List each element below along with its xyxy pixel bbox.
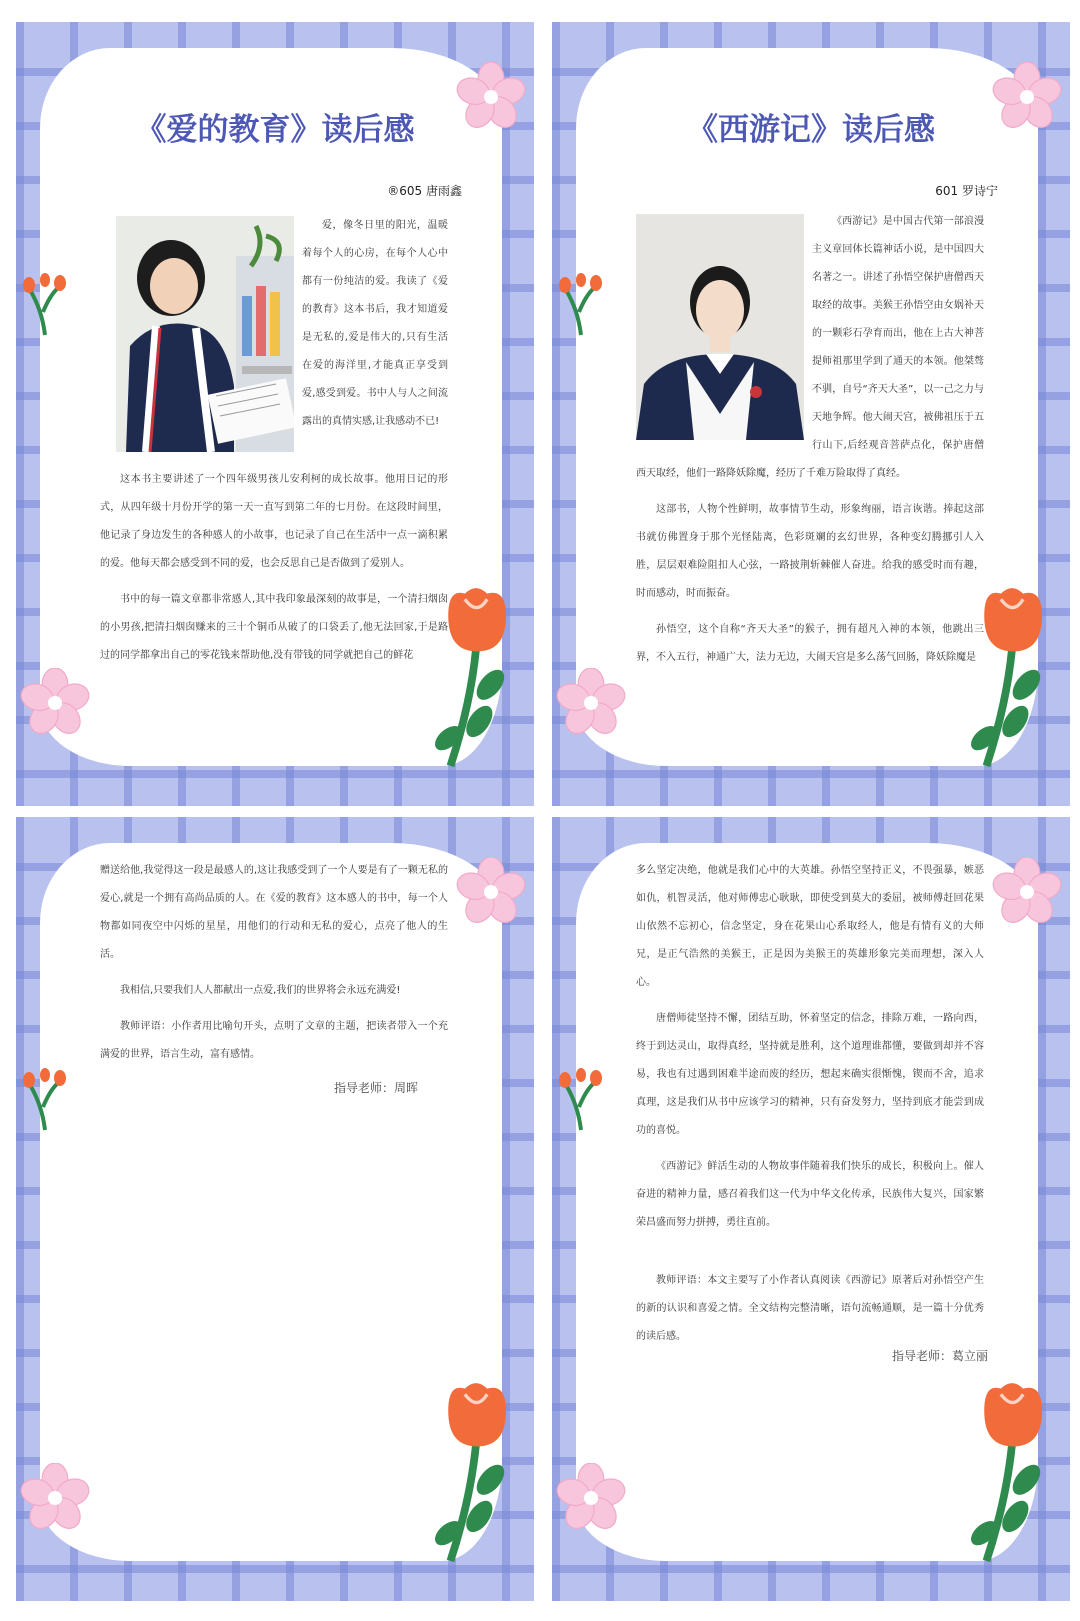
paragraph-text: 《西游记》是中国古代第一部浪漫主义章回体长篇神话小说，是中国四大名著之一。讲述了孙悟空保护唐僧西天取经的故事。美猴王孙悟空由女娲补天的一颗彩石孕育而出，他在上古大神菩提师祖那里学到了通天的本领。他桀骜不驯，自号“齐天大圣”，以一己之力与天地争辉。他大闹天宫，被佛祖压于五行山下,后经观音菩萨点化，保护唐僧西天取经，他们一路降妖除魔，经历了千难万险取得了真经。 <box>636 216 984 479</box>
paragraph-text: 这本书主要讲述了一个四年级男孩儿安利柯的成长故事。他用日记的形式，从四年级十月份开学的第一天一直写到第二年的七月份。在这段时间里，他记录了身边发生的各种感人的小故事，也记录了自己在生活中一点一滴积累的爱。他每天都会感受到不同的爱，也会反思自己是否做到了爱别人。 <box>100 474 448 569</box>
pink-flower-icon <box>20 668 90 738</box>
photo-spacer <box>636 208 812 436</box>
author-byline: ®605 唐雨鑫 <box>387 184 462 198</box>
paragraph-text: 赠送给他,我觉得这一段是最感人的,这让我感受到了一个人要是有了一颗无私的爱心,就是一个拥有高尚品质的人。在《爱的教育》这本感人的书中，每一个人物都如同夜空中闪烁的星星，用他们的行动和无私的爱心，点亮了他人的生活。 <box>100 865 448 960</box>
page-title: 《西游记》读后感 <box>687 112 935 148</box>
paragraph-text: 这部书，人物个性鲜明，故事情节生动，形象绚丽，语言诙谐。捧起这部书就仿佛置身于那个光怪陆离，色彩斑斓的玄幻世界，各种变幻腾挪引人入胜，层层艰难险阻扣人心弦，一路披荆斩棘催人奋进。给我的感受时而有趣，时而感动，时而振奋。 <box>636 504 984 599</box>
student-reading-photo <box>116 216 294 452</box>
author-byline: 601 罗诗宁 <box>935 184 998 198</box>
essay-page-1 <box>16 22 534 806</box>
pink-flower-icon <box>456 857 526 927</box>
paragraph-text: 爱，像冬日里的阳光，温暖着每个人的心房，在每个人心中都有一份纯洁的爱。我读了《爱的教育》这本书后，我才知道爱是无私的,爱是伟大的,只有生活在爱的海洋里,才能真正享受到爱,感受到爱。书中人与人之间流露出的真情实感,让我感动不已! <box>302 220 448 427</box>
paragraph-text: 多么坚定决绝，他就是我们心中的大英雄。孙悟空坚持正义，不畏强暴，嫉恶如仇，机智灵活，他对师傅忠心耿耿，即使受到莫大的委屈，被师傅赶回花果山依然不忘初心，信念坚定，身在花果山心系取经人，他是有情有义的大师兄，是正气浩然的美猴王，正是因为美猴王的英雄形象完美而理想，深入人心。 <box>636 865 984 988</box>
essay-page-4 <box>552 817 1070 1601</box>
paragraph-text: 《西游记》鲜活生动的人物故事伴随着我们快乐的成长，积极向上。催人奋进的精神力量，感召着我们这一代为中华文化传承，民族伟大复兴，国家繁荣昌盛而努力拼搏，勇往直前。 <box>636 1161 984 1228</box>
paragraph-text: 我相信,只要我们人人都献出一点爱,我们的世界将会永远充满爱! <box>120 985 401 996</box>
tulip-icon <box>962 1377 1062 1567</box>
teacher-signature: 指导老师：葛立丽 <box>891 1349 988 1363</box>
sprig-flower-icon <box>556 250 606 340</box>
essay-page-2 <box>552 22 1070 806</box>
paragraph-block <box>636 857 984 1359</box>
sprig-flower-icon <box>556 1045 606 1135</box>
paragraph-block <box>100 857 448 1077</box>
sprig-flower-icon <box>20 250 70 340</box>
teacher-comment: 教师评语：小作者用比喻句开头，点明了文章的主题，把读者带入一个充满爱的世界，语言生动，富有感情。 <box>100 1021 448 1060</box>
paragraph-text: 孙悟空，这个自称“齐天大圣”的猴子，拥有超凡入神的本领，他跳出三界，不入五行，神通广大，法力无边，大闹天宫是多么荡气回肠，降妖除魔是 <box>636 624 984 663</box>
paragraph-intro <box>302 212 448 436</box>
tulip-icon <box>426 1377 526 1567</box>
page-title: 《爱的教育》读后感 <box>135 112 415 148</box>
paragraph-block <box>100 466 448 678</box>
pink-flower-icon <box>556 1463 626 1533</box>
pink-flower-icon <box>556 668 626 738</box>
paragraph-block <box>636 208 984 680</box>
paragraph-text: 唐僧师徒坚持不懈，团结互助，怀着坚定的信念，排除万难，一路向西，终于到达灵山，取得真经，坚持就是胜利，这个道理谁都懂，要做到却并不容易，我也有过遇到困难半途而废的经历，想起来确实很惭愧，锲而不舍，追求真理，这是我们从书中应该学习的精神，只有奋发努力，坚持到底才能尝到成功的喜悦。 <box>636 1013 984 1136</box>
paragraph-text: 书中的每一篇文章都非常感人,其中我印象最深刻的故事是，一个清扫烟囱的小男孩,把清扫烟囱赚来的三十个铜币从破了的口袋丢了,他无法回家,于是路过的同学都拿出自己的零花钱来帮助他,没有带钱的同学就把自己的鲜花 <box>100 594 448 661</box>
teacher-comment: 教师评语：本文主要写了小作者认真阅读《西游记》原著后对孙悟空产生的新的认识和喜爱之情。全文结构完整清晰，语句流畅通顺，是一篇十分优秀的读后感。 <box>636 1275 984 1342</box>
teacher-signature: 指导老师：周晖 <box>334 1081 419 1095</box>
pink-flower-icon <box>20 1463 90 1533</box>
essay-page-3 <box>16 817 534 1601</box>
pink-flower-icon <box>992 857 1062 927</box>
sprig-flower-icon <box>20 1045 70 1135</box>
